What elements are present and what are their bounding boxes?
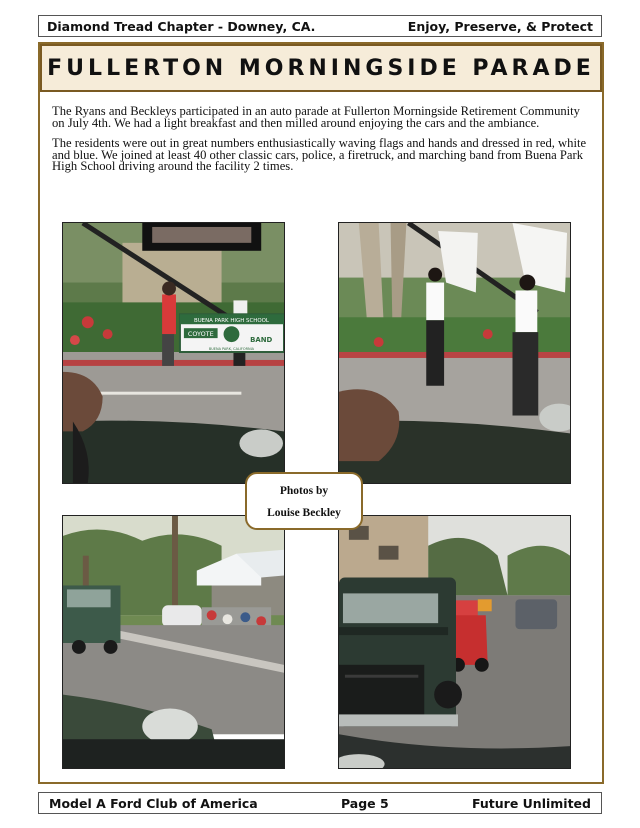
photo-band-banner — [62, 222, 285, 484]
banner-city: BUENA PARK, CALIFORNIA — [208, 347, 255, 352]
title-box — [40, 44, 602, 92]
credit-label: Photos by — [279, 485, 329, 497]
credit-photographer: Louise Beckley — [267, 507, 341, 519]
page-header — [38, 15, 602, 37]
footer-tagline: Future Unlimited — [471, 795, 591, 811]
page-number: Page 5 — [340, 795, 389, 811]
photo-residents-watching — [62, 515, 285, 769]
motto: Enjoy, Preserve, & Protect — [407, 18, 593, 34]
chapter-name: Diamond Tread Chapter - Downey, CA. — [47, 18, 316, 34]
paragraph: The residents were out in great numbers enthusiastically waving flags and hands and dressed in red, white and blue. We joined at least 40 other classic cars, police, a firetruck, and marching band from Buena Park High School driving around the facility 2 times. — [52, 136, 587, 173]
banner-coyote: COYOTE — [187, 330, 214, 339]
banner-school: BUENA PARK HIGH SCHOOL — [193, 318, 269, 325]
page-footer — [38, 792, 602, 814]
banner-band: BAND — [250, 336, 273, 345]
photo-flag-carriers — [338, 222, 571, 484]
paragraph: The Ryans and Beckleys participated in an auto parade at Fullerton Morningside Retirement Community on July 4th. We had a light breakfast and then milled around enjoying the cars and the ambiance. — [52, 104, 580, 130]
article-body — [52, 106, 592, 182]
photo-credit — [245, 472, 363, 530]
photo-parade-cars — [338, 515, 571, 769]
article-title: FULLERTON MORNINGSIDE PARADE — [47, 55, 595, 81]
club-name: Model A Ford Club of America — [49, 795, 258, 811]
